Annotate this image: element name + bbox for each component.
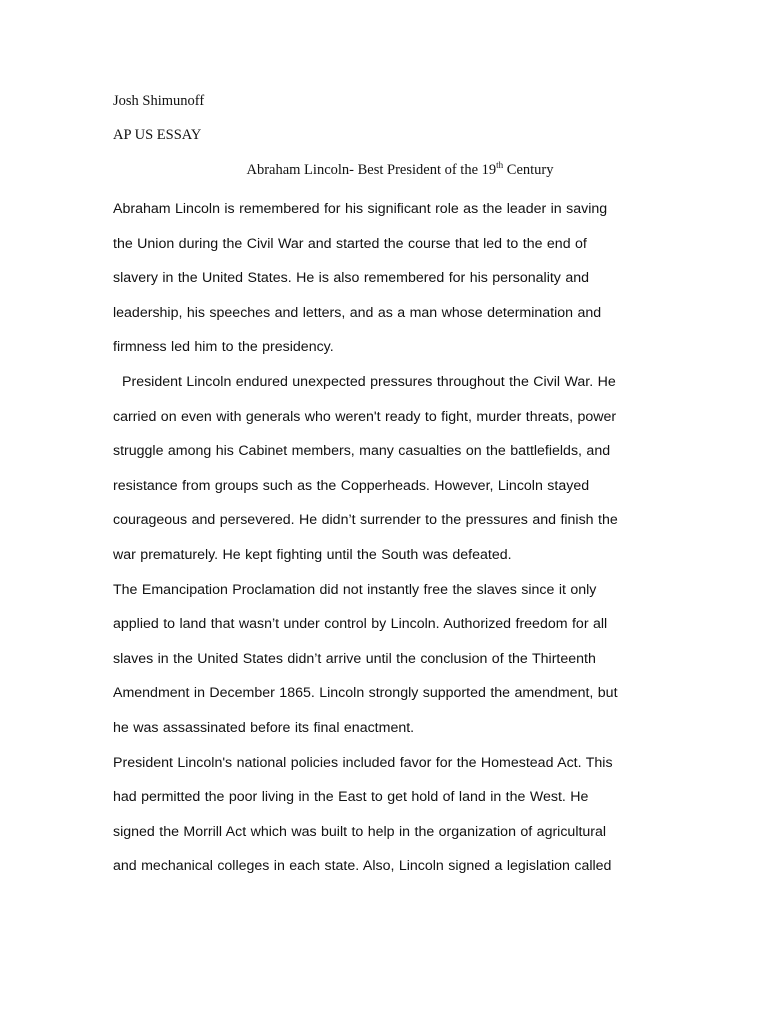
paragraph-1 xyxy=(113,192,653,365)
title-end: Century xyxy=(503,162,554,178)
paragraph-line: President Lincoln endured unexpected pressures throughout the Civil War. He xyxy=(122,373,616,390)
paragraph-line: leadership, his speeches and letters, and as a man whose determination and xyxy=(113,304,602,321)
title-superscript: th xyxy=(496,160,504,171)
paragraph-line: courageous and persevered. He didn’t surrender to the pressures and finish the xyxy=(113,512,618,529)
paragraph-line: firmness led him to the presidency. xyxy=(113,339,334,356)
paragraph-line: The Emancipation Proclamation did not instantly free the slaves since it only xyxy=(113,581,597,598)
paragraph-2 xyxy=(113,365,653,573)
paragraph-line: resistance from groups such as the Copperheads. However, Lincoln stayed xyxy=(113,477,590,494)
essay-body xyxy=(113,192,653,884)
paragraph-line: war prematurely. He kept fighting until the South was defeated. xyxy=(113,546,512,563)
paragraph-3 xyxy=(113,573,653,746)
paragraph-line: slaves in the United States didn’t arrive until the conclusion of the Thirteenth xyxy=(113,650,596,667)
essay-title xyxy=(113,156,653,192)
paragraph-line: struggle among his Cabinet members, many casualties on the battlefields, and xyxy=(113,443,611,460)
paragraph-line: Abraham Lincoln is remembered for his significant role as the leader in saving xyxy=(113,201,608,217)
paragraph-line: and mechanical colleges in each state. Also, Lincoln signed a legislation called xyxy=(113,858,612,875)
paragraph-line: the Union during the Civil War and started the course that led to the end of xyxy=(113,235,587,252)
paragraph-line: had permitted the poor living in the East to get hold of land in the West. He xyxy=(113,789,589,806)
paragraph-line: carried on even with generals who weren't ready to fight, murder threats, power xyxy=(113,408,617,425)
paragraph-line: Amendment in December 1865. Lincoln strongly supported the amendment, but xyxy=(113,685,618,702)
paragraph-line: slavery in the United States. He is also remembered for his personality and xyxy=(113,270,589,287)
paragraph-line: signed the Morrill Act which was built to help in the organization of agricultural xyxy=(113,823,607,840)
author-name: Josh Shimunoff xyxy=(113,93,205,109)
paragraph-line: he was assassinated before its final enactment. xyxy=(113,719,415,736)
paragraph-4 xyxy=(113,746,653,884)
course-heading: AP US ESSAY xyxy=(113,127,202,143)
essay-page xyxy=(113,88,653,884)
title-text: Abraham Lincoln- Best President of the 19 xyxy=(246,162,497,178)
paragraph-line: President Lincoln's national policies included favor for the Homestead Act. This xyxy=(113,754,613,771)
paragraph-line: applied to land that wasn’t under control by Lincoln. Authorized freedom for all xyxy=(113,616,608,633)
